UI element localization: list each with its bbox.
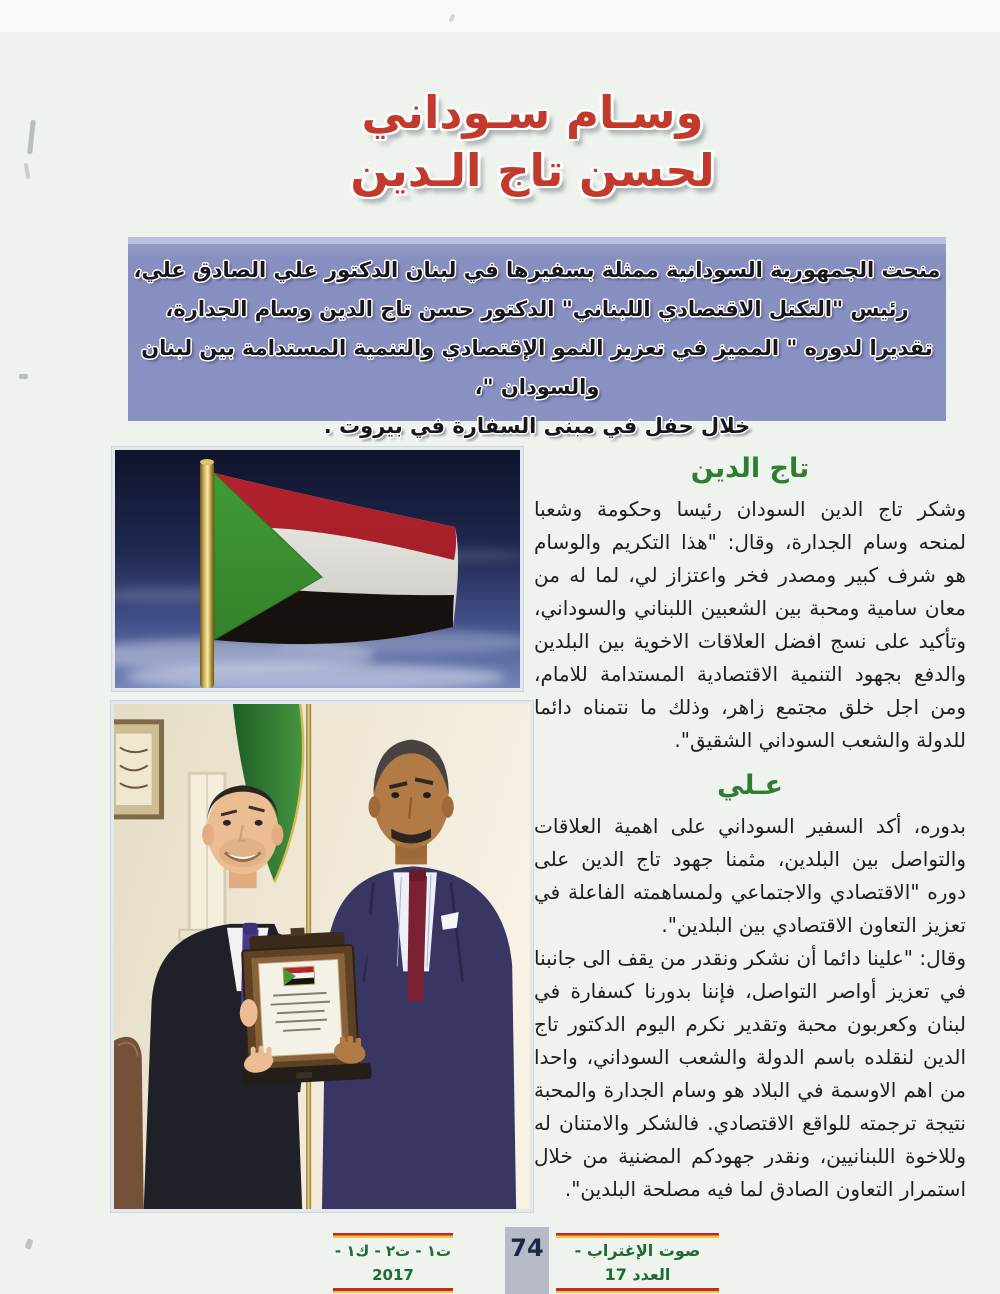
footer-magazine-text: صوت الإغتراب - العدد 17 — [574, 1241, 701, 1284]
lead-line: رئيس "التكتل الاقتصادي اللبناني" الدكتور حسن تاج الدين وسام الجدارة، — [165, 297, 909, 321]
paragraph-ali-2: وقال: "علينا دائما أن نشكر ونقدر من يقف الى جانبنا في تعزيز أواصر التواصل، فإننا بدورنا كسفارة في لبنان وكعربون محبة وتقدير نكرم اليوم الدكتور تاج الدين لنقلده باسم الدولة والشعب السوداني، واحدا من اهم الاوسمة في البلاد هو وسام الجدارة والمحبة نتيجة ترجمته للواقع الاقتصادي. فالشكر والامتنان له وللاخوة اللبنانيين، ونقدر جهودكم المضنية من خلال استمرار التعاون الصادق لما فيه مصلحة البلدين". — [534, 946, 966, 1201]
footer-rule — [333, 1288, 453, 1293]
footer-date-text: ت١ - ت٢ - ك١ - 2017 — [334, 1242, 452, 1284]
scan-artifact — [24, 163, 31, 179]
section-heading-ali: عـلي — [716, 770, 783, 801]
sudan-flag-photo — [112, 447, 523, 691]
section-heading-tajeddine: تاج الدين — [690, 453, 810, 484]
article-title — [115, 84, 950, 200]
lead-summary-box — [128, 237, 946, 438]
page-number: 74 — [505, 1227, 549, 1294]
article-title-line1: وسـام سـوداني — [361, 86, 704, 139]
lead-line: تقديرا لدوره " المميز في تعزيز النمو الإقتصادي والتنمية المستدامة بين لبنان والسودان "، — [141, 336, 933, 399]
couch — [114, 1037, 144, 1209]
ceremony-illustration — [114, 704, 530, 1209]
scan-edge — [0, 0, 1000, 32]
footer-date-block — [333, 1233, 453, 1293]
footer-rule — [556, 1288, 719, 1293]
article-title-line2: لحسن تاج الـدين — [350, 144, 715, 197]
lead-line: خلال حفل في مبنى السفارة في بيروت . — [323, 414, 751, 438]
plaque-flag-emblem — [283, 966, 315, 985]
scan-artifact — [19, 374, 28, 379]
pole-cap — [200, 459, 214, 465]
sudan-flag-illustration — [115, 450, 520, 688]
article-body — [534, 452, 966, 1214]
lead-line: منحت الجمهورية السودانية ممثلة بسفيرها في لبنان الدكتور علي الصادق علي، — [133, 258, 941, 282]
paragraph-ali-1: بدوره، أكد السفير السوداني على اهمية العلاقات والتواصل بين البلدين، مثمنا جهود تاج الدين على دوره "الاقتصادي والاجتماعي ولمساهمته الفاعلة في تعزيز التعاون الاقتصادي بين البلدين". — [534, 814, 966, 937]
award-ceremony-photo — [111, 701, 533, 1212]
paragraph-tajeddine: وشكر تاج الدين السودان رئيسا وحكومة وشعبا لمنحه وسام الجدارة، وقال: "هذا التكريم والوسام هو شرف كبير ومصدر فخر واعتزاز لي، لما له من معان سامية ومحبة بين الشعبين اللبناني والسوداني، وتأكيد على نسج افضل العلاقات الاخوية بين البلدين والدفع بجهود التنمية الاقتصادية المستدامة للامام، ومن اجل خلق مجتمع زاهر، وذلك ما نتمناه دائما للدولة والشعب السوداني الشقيق". — [534, 497, 966, 752]
picture-frame — [114, 722, 162, 817]
flag-pole — [200, 462, 214, 688]
scan-artifact — [24, 1238, 33, 1249]
scan-artifact — [27, 120, 36, 154]
footer-magazine-block — [556, 1233, 719, 1293]
